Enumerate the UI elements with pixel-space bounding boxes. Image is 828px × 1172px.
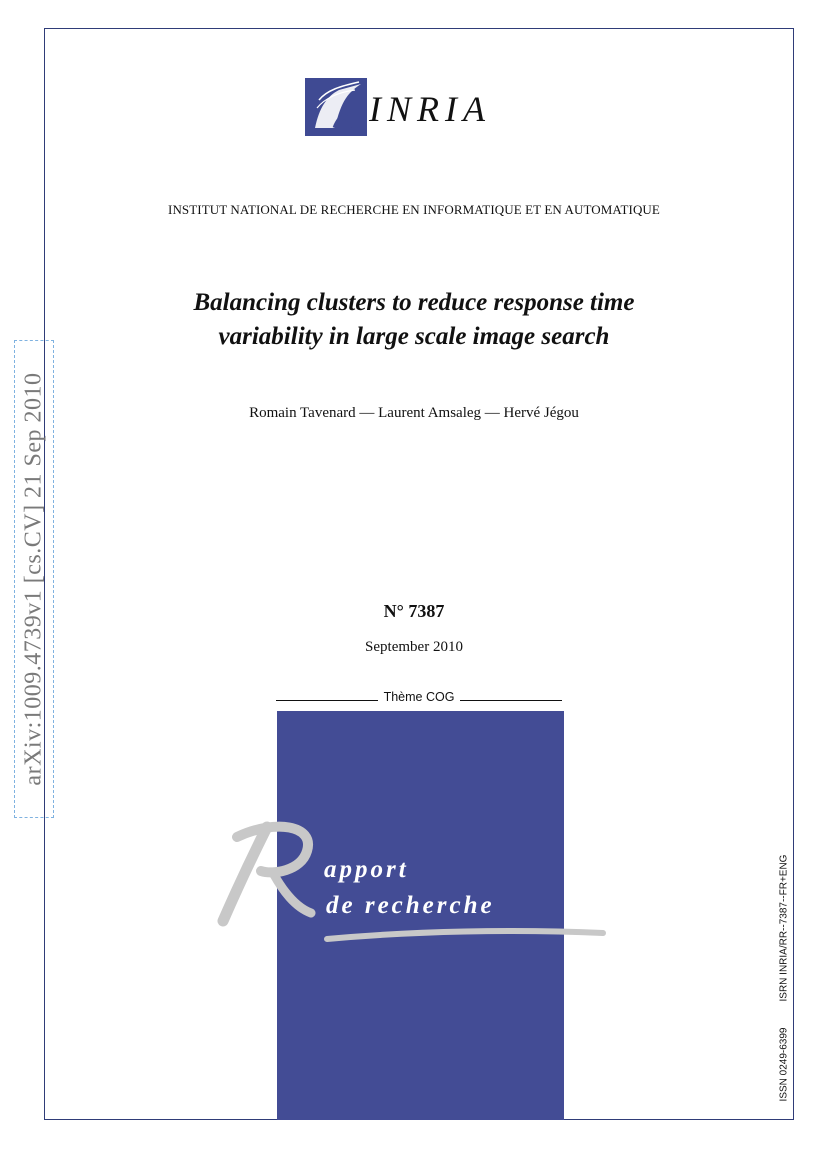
title-line-2: variability in large scale image search bbox=[218, 323, 610, 350]
issn-text bbox=[779, 855, 790, 1102]
rapport-text: apport bbox=[324, 856, 409, 883]
inria-logo bbox=[305, 78, 535, 140]
authors: Romain Tavenard — Laurent Amsaleg — Hervé Jégou bbox=[249, 405, 579, 421]
theme-rule-left bbox=[276, 700, 378, 701]
theme-rule-right bbox=[460, 700, 562, 701]
arxiv-id: arXiv:1009.4739v1 [cs.CV] 21 Sep 2010 bbox=[20, 372, 47, 786]
theme-text: Thème COG bbox=[383, 690, 455, 704]
arxiv-stamp bbox=[14, 340, 54, 818]
isrn: ISRN INRIA/RR--7387--FR+ENG bbox=[778, 854, 790, 1002]
issn: ISSN 0249-6399 bbox=[778, 1027, 790, 1102]
logo-bird-icon bbox=[305, 78, 367, 136]
report-date: September 2010 bbox=[365, 639, 463, 655]
issn-block bbox=[772, 840, 796, 1116]
rapport-r-emblem-icon bbox=[215, 815, 610, 945]
logo-emblem bbox=[305, 78, 367, 136]
report-number: N° 7387 bbox=[383, 601, 445, 621]
institute-name: INSTITUT NATIONAL DE RECHERCHE EN INFORMATIQUE ET EN AUTOMATIQUE bbox=[168, 202, 660, 217]
de-recherche-text: de recherche bbox=[326, 892, 495, 919]
theme-label bbox=[276, 688, 562, 706]
report-title bbox=[0, 286, 828, 354]
logo-wordmark: INRIA bbox=[369, 89, 491, 129]
title-line-1: Balancing clusters to reduce response time bbox=[193, 289, 635, 316]
